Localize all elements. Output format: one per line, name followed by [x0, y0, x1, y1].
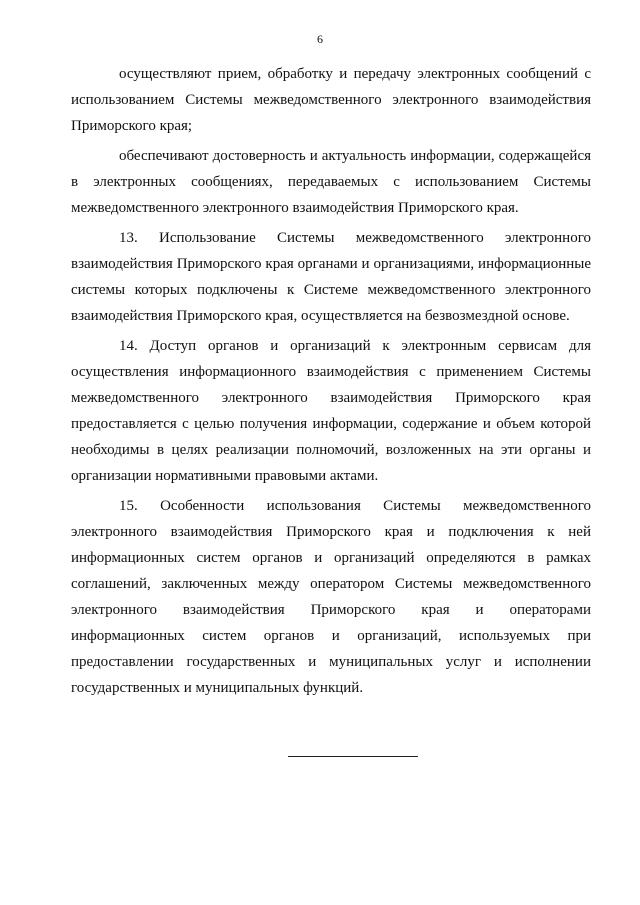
- paragraph-clause-13: 13. Использование Системы межведомственного электронного взаимодействия Приморского края органами и организациями, информационные системы которых подключены к Системе межведомственного электронного взаимодействия Приморского края, осуществляется на безвозмездной основе.: [71, 230, 591, 324]
- paragraph-clause-15: 15. Особенности использования Системы межведомственного электронного взаимодействия Приморского края и подключения к ней информационных систем органов и организаций определяются в рамках соглашений, заключенных между оператором Системы межведомственного электронного взаимодействия Приморского края и операторами информационных систем органов и организаций, используемых при предоставлении государственных и муниципальных услуг и исполнении государственных и муниципальных функций.: [71, 498, 591, 696]
- paragraph-list-item-receive: осуществляют прием, обработку и передачу электронных сообщений с использованием Системы межведомственного электронного взаимодействия Приморского края;: [71, 66, 591, 134]
- end-separator-line: [288, 756, 418, 757]
- paragraph-list-item-ensure: обеспечивают достоверность и актуальность информации, содержащейся в электронных сообщениях, передаваемых с использованием Системы межведомственного электронного взаимодействия Приморского края.: [71, 148, 591, 216]
- paragraph-clause-14: 14. Доступ органов и организаций к электронным сервисам для осуществления информационного взаимодействия с применением Системы межведомственного электронного взаимодействия Приморского края предоставляется с целью получения информации, содержание и объем которой необходимы в целях реализации полномочий, возложенных на эти органы и организации нормативными правовыми актами.: [71, 338, 591, 484]
- document-body: [71, 61, 591, 705]
- page-number: 6: [317, 32, 323, 46]
